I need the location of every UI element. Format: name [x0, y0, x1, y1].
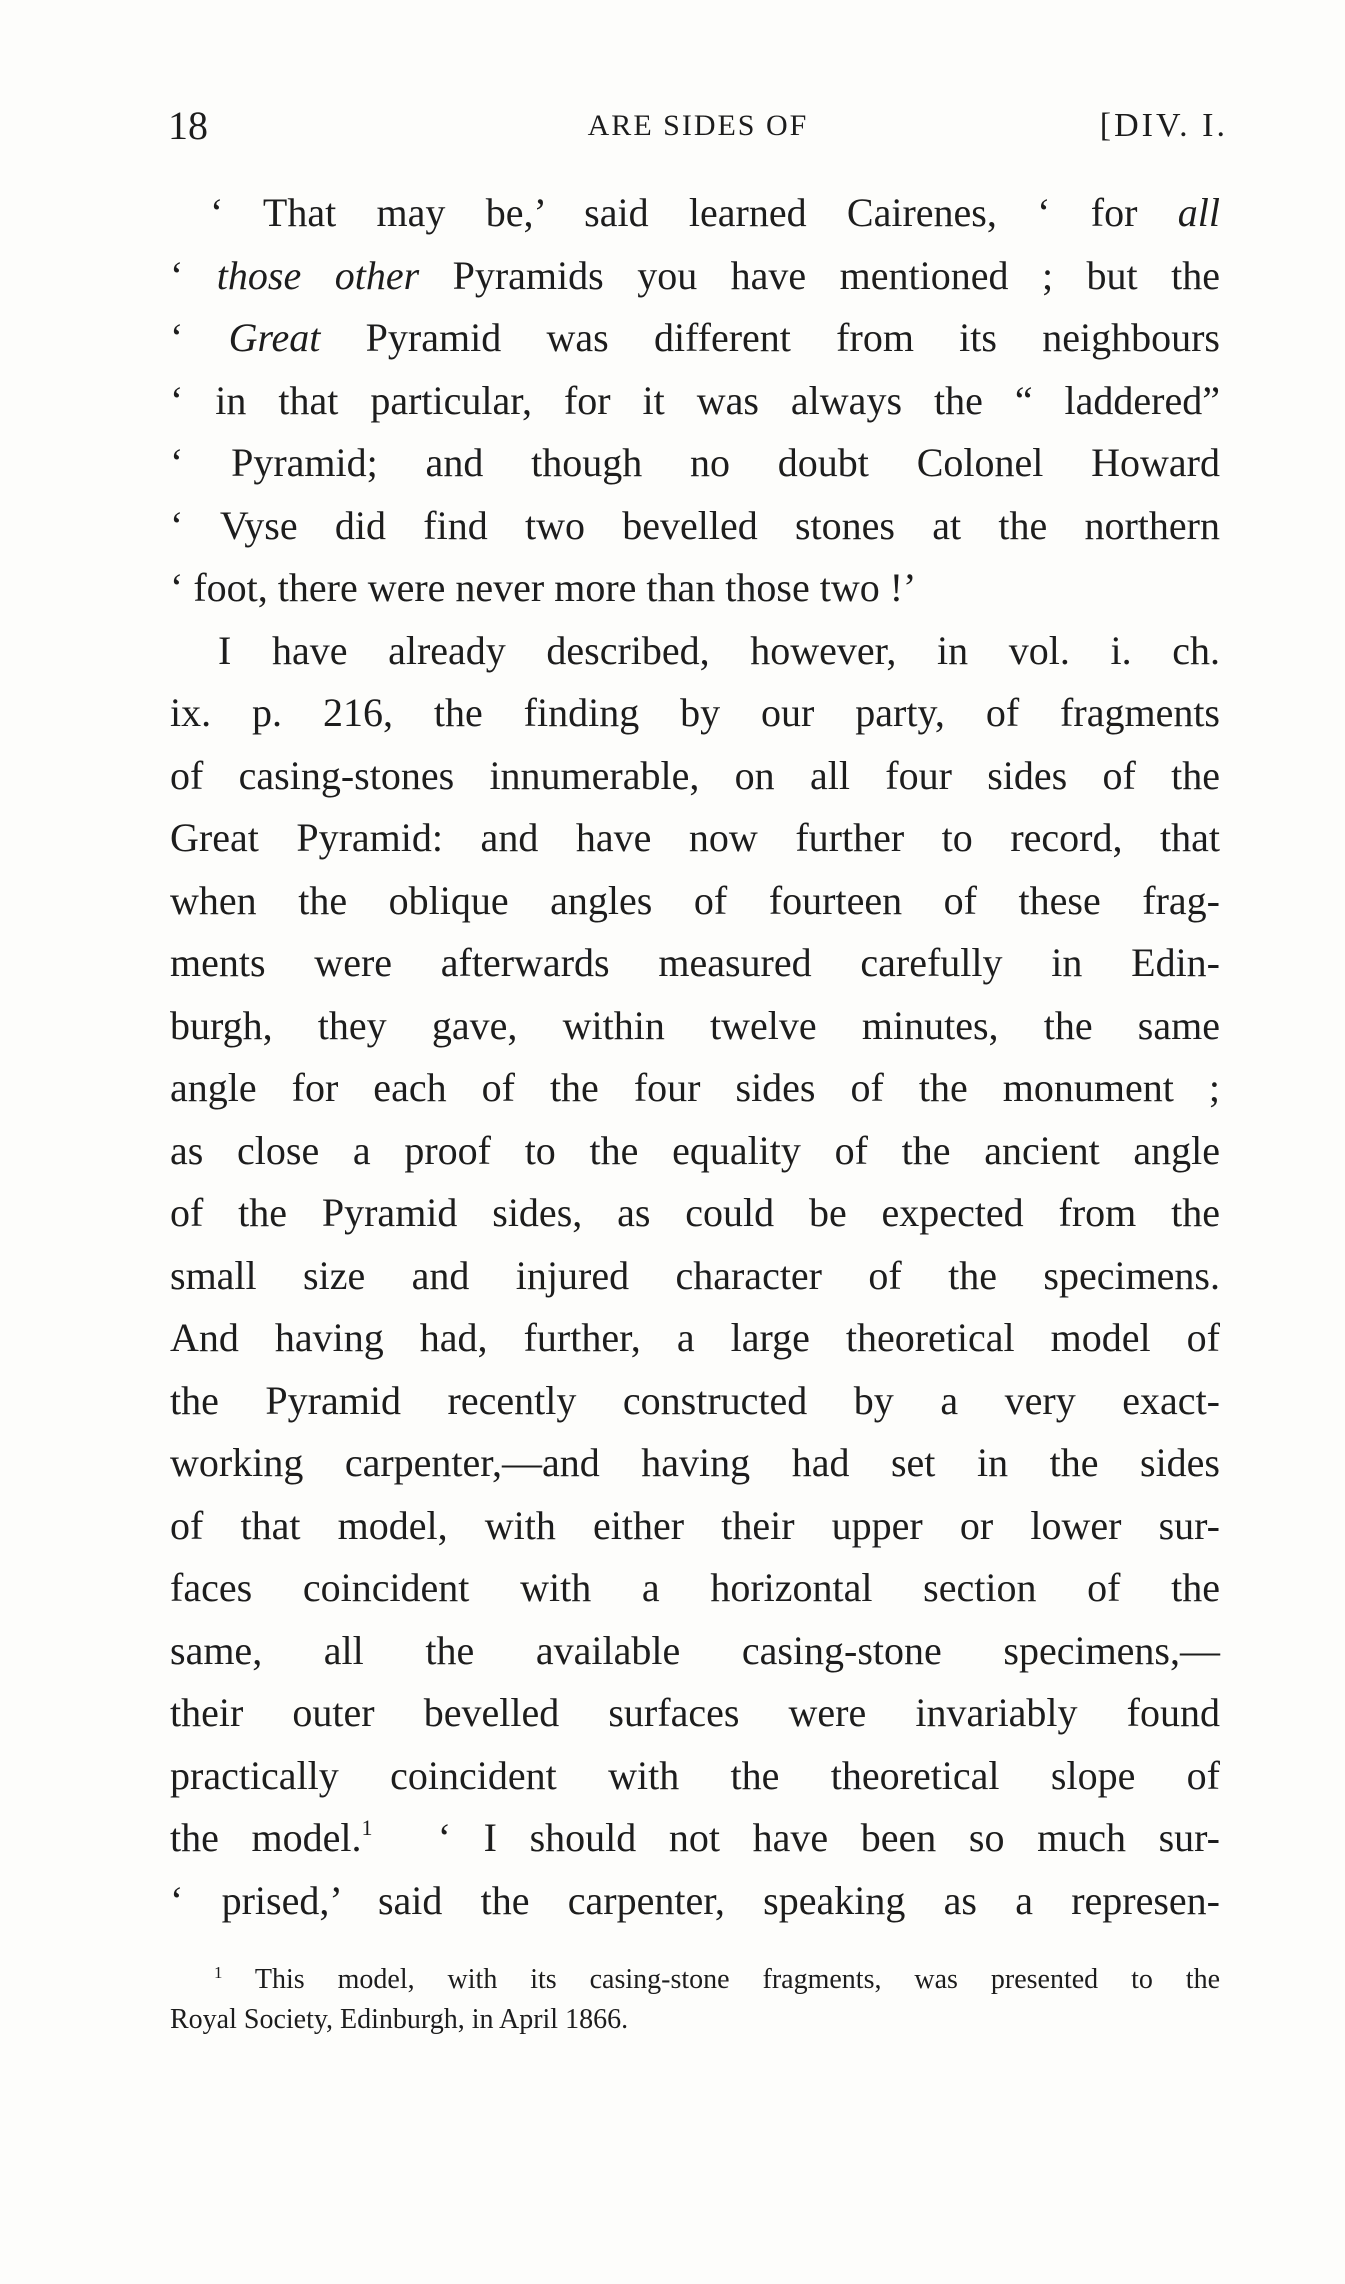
- text-line: ‘ Great Pyramid was different from its neighbours: [170, 315, 1220, 360]
- text-line: same, all the available casing-stone specimens,—: [170, 1627, 1220, 1673]
- text-line: working carpenter,—and having had set in the sides: [170, 1440, 1220, 1485]
- text-line: ‘ foot, there were never more than those two !’: [170, 565, 917, 610]
- text-line: ‘ Pyramid; and though no doubt Colonel Howard: [170, 440, 1220, 485]
- text-line: And having had, further, a large theoretical model of: [170, 1315, 1220, 1360]
- text-line: ‘ prised,’ said the carpenter, speaking as a represen-: [170, 1877, 1220, 1923]
- text-line: ‘ Vyse did find two bevelled stones at the northern: [170, 502, 1220, 548]
- text-line: when the oblique angles of fourteen of these frag-: [170, 877, 1220, 923]
- text-line: burgh, they gave, within twelve minutes, the same: [170, 1002, 1220, 1048]
- division-marker: [DIV. I.: [1099, 107, 1228, 144]
- text-line: the model.$^1$ ‘ I should not have been so much sur-: [170, 1815, 1220, 1860]
- text-line: their outer bevelled surfaces were invariably found: [170, 1690, 1220, 1735]
- running-title: ARE SIDES OF: [587, 109, 809, 142]
- footnote-marker: 1: [214, 1963, 223, 1982]
- text-line: small size and injured character of the specimens.: [170, 1252, 1220, 1298]
- text-line: Great Pyramid: and have now further to record, that: [170, 815, 1220, 860]
- text-line: faces coincident with a horizontal section of the: [170, 1565, 1220, 1610]
- running-head: [168, 96, 1228, 156]
- text-line: angle for each of the four sides of the monument ;: [170, 1065, 1220, 1110]
- footnote: [170, 1960, 1220, 2040]
- text-line: ix. p. 216, the finding by our party, of fragments: [170, 690, 1220, 735]
- text-line: ‘ those other Pyramids you have mentioned ; but the: [170, 252, 1220, 298]
- text-line: of the Pyramid sides, as could be expected from the: [170, 1190, 1220, 1235]
- text-line: practically coincident with the theoretical slope of: [170, 1752, 1220, 1798]
- text-line: the Pyramid recently constructed by a very exact-: [170, 1377, 1220, 1423]
- footnote-line: Royal Society, Edinburgh, in April 1866.: [170, 2004, 629, 2035]
- page-number: 18: [168, 103, 208, 148]
- text-line: of that model, with either their upper or lower sur-: [170, 1502, 1220, 1548]
- paragraph-start-line: I have already described, however, in vol. i. ch.: [218, 627, 1220, 673]
- text-line: ments were afterwards measured carefully in Edin-: [170, 940, 1220, 985]
- text-line: ‘ That may be,’ said learned Cairenes, ‘ for all: [210, 190, 1220, 235]
- footnote-reference: 1: [361, 1815, 373, 1840]
- text-line: as close a proof to the equality of the ancient angle: [170, 1127, 1220, 1173]
- footnote-line: $^1$ This model, with its casing-stone fragments, was presented to the: [214, 1963, 1220, 1995]
- text-line: of casing-stones innumerable, on all four sides of the: [170, 752, 1220, 798]
- text-line: ‘ in that particular, for it was always the “ laddered”: [170, 377, 1220, 423]
- body-text: [170, 182, 1220, 1932]
